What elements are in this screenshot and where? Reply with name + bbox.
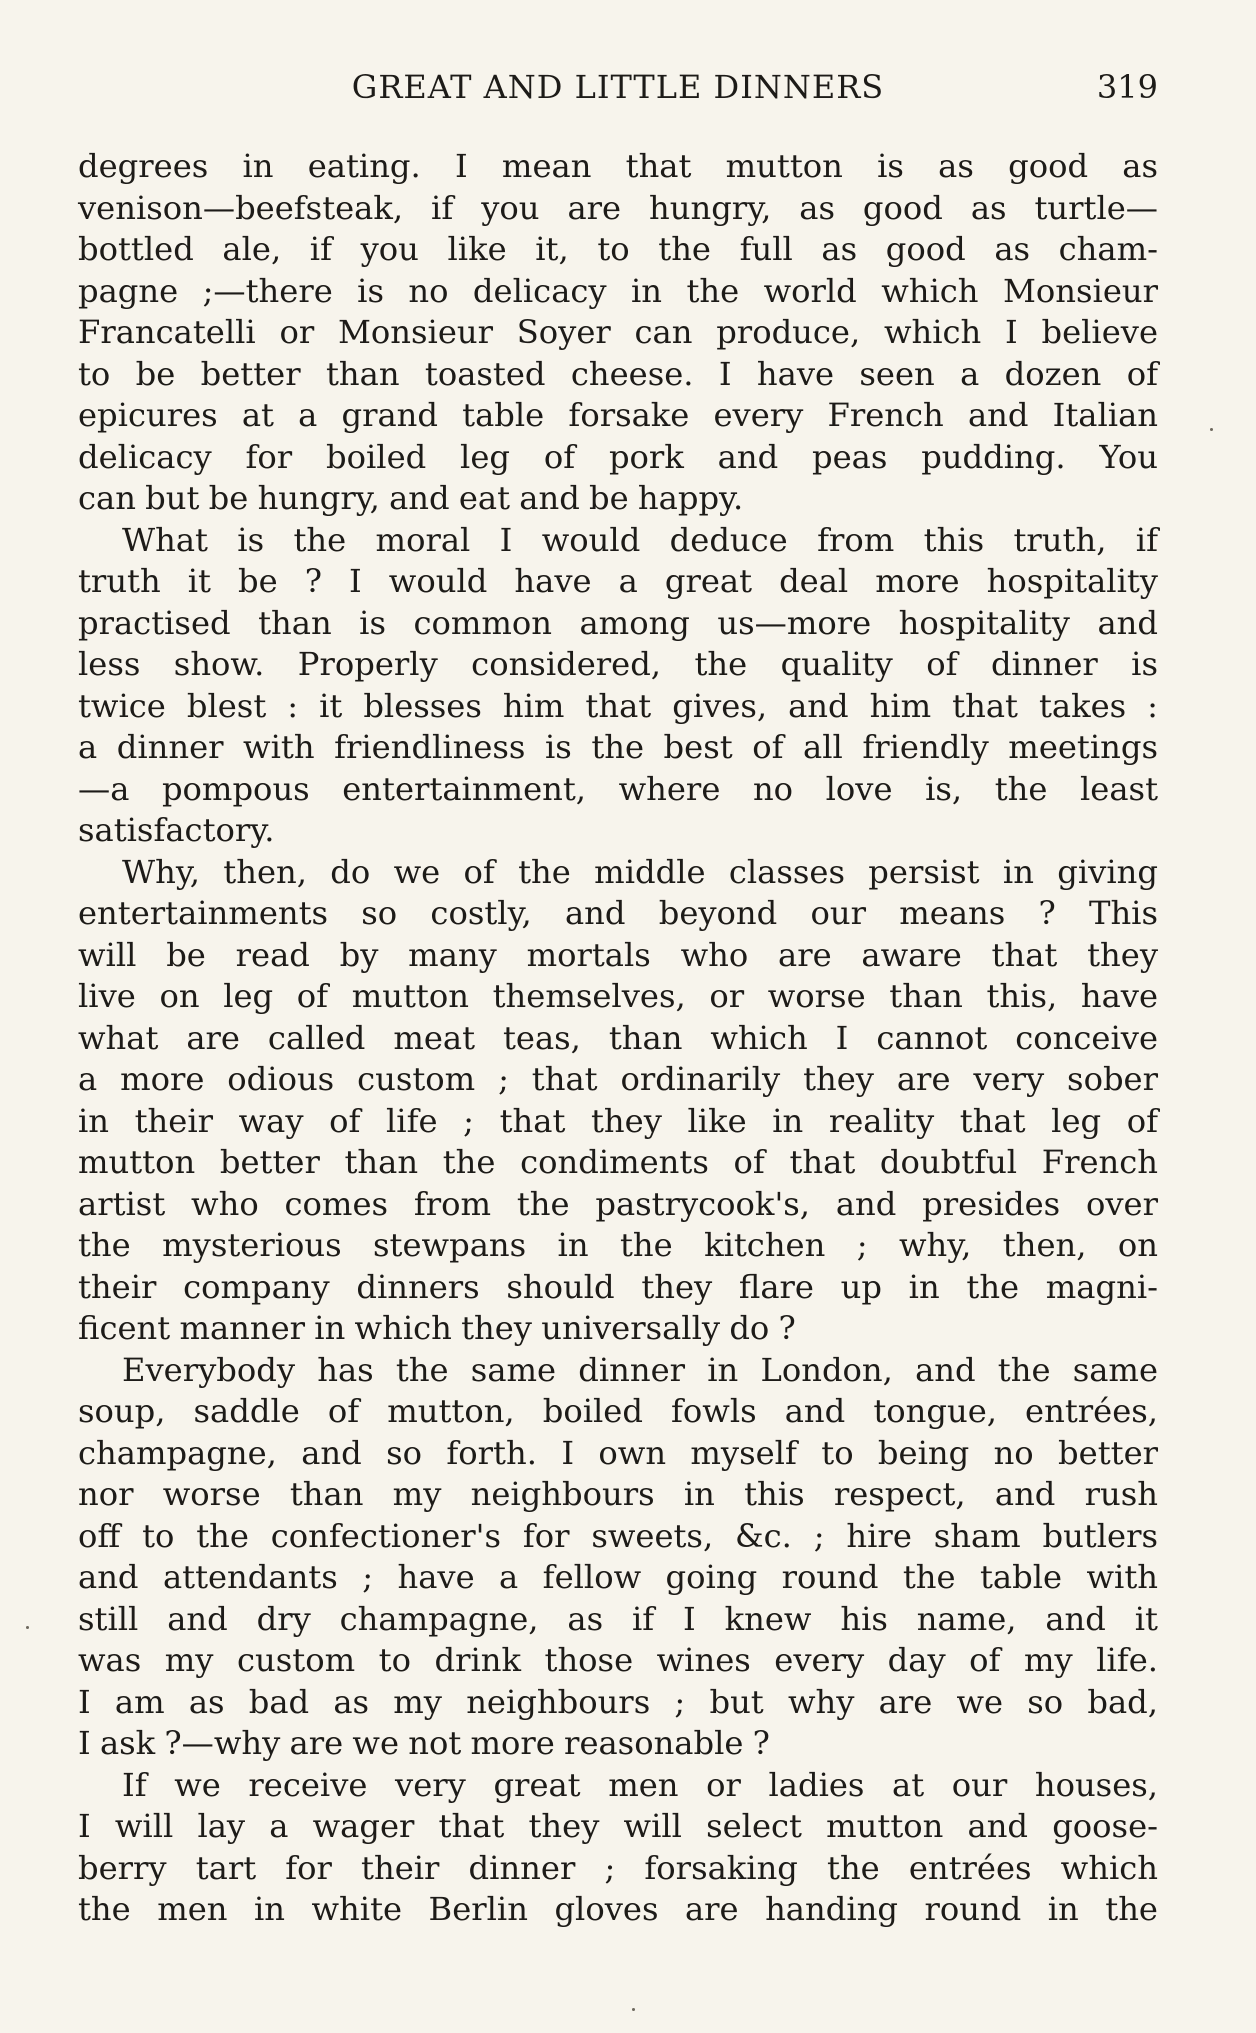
text-line: Why, then, do we of the middle classes persist in giving (122, 852, 1158, 891)
paper-speck (26, 1626, 29, 1629)
page-header (78, 62, 1158, 112)
text-line: pagne ;—there is no delicacy in the world which Monsieur (78, 271, 1158, 310)
text-line: berry tart for their dinner ; forsaking the entrées which (78, 1848, 1158, 1887)
page-number: 319 (1096, 68, 1158, 106)
text-line: what are called meat teas, than which I cannot conceive (78, 1018, 1158, 1057)
text-line: ficent manner in which they universally do ? (78, 1309, 796, 1347)
text-line: venison—beefsteak, if you are hungry, as good as turtle— (78, 188, 1158, 227)
text-line: off to the confectioner's for sweets, &c. ; hire sham butlers (78, 1516, 1158, 1555)
text-line: soup, saddle of mutton, boiled fowls and tongue, entrées, (78, 1392, 1158, 1430)
text-line: satisfactory. (78, 811, 275, 849)
text-line: truth it be ? I would have a great deal more hospitality (78, 562, 1158, 600)
text-line: entertainments so costly, and beyond our means ? This (78, 894, 1158, 932)
text-line: can but be hungry, and eat and be happy. (78, 479, 744, 517)
body-text (78, 146, 1158, 1931)
text-line: Everybody has the same dinner in London, and the same (122, 1350, 1158, 1389)
text-line: the men in white Berlin gloves are handing round in the (78, 1890, 1158, 1928)
text-line: in their way of life ; that they like in reality that leg of (78, 1101, 1158, 1140)
text-line: delicacy for boiled leg of pork and peas pudding. You (78, 437, 1158, 476)
text-line: If we receive very great men or ladies at our houses, (122, 1765, 1158, 1804)
text-line: Francatelli or Monsieur Soyer can produce, which I believe (78, 313, 1158, 351)
text-line: a dinner with friendliness is the best of all friendly meetings (78, 728, 1158, 766)
text-line: nor worse than my neighbours in this respect, and rush (78, 1475, 1158, 1513)
paper-speck (632, 2008, 635, 2011)
text-line: the mysterious stewpans in the kitchen ; why, then, on (78, 1226, 1158, 1264)
text-line: will be read by many mortals who are aware that they (78, 935, 1158, 974)
text-line: still and dry champagne, as if I knew his name, and it (78, 1599, 1158, 1638)
text-line: mutton better than the condiments of that doubtful French (78, 1143, 1158, 1181)
text-line: was my custom to drink those wines every day of my life. (78, 1641, 1158, 1679)
text-line: to be better than toasted cheese. I have seen a dozen of (78, 354, 1158, 393)
text-line: live on leg of mutton themselves, or worse than this, have (78, 977, 1158, 1015)
text-line: I will lay a wager that they will select mutton and goose- (78, 1807, 1158, 1845)
text-line: bottled ale, if you like it, to the full as good as cham- (78, 230, 1158, 268)
text-line: their company dinners should they flare up in the magni- (78, 1267, 1158, 1306)
text-line: and attendants ; have a fellow going round the table with (78, 1558, 1158, 1596)
text-line: I ask ?—why are we not more reasonable ? (78, 1724, 770, 1762)
text-line: epicures at a grand table forsake every French and Italian (78, 396, 1158, 434)
text-line: What is the moral I would deduce from this truth, if (122, 520, 1158, 559)
text-line: I am as bad as my neighbours ; but why are we so bad, (78, 1682, 1158, 1721)
paper-speck (1210, 428, 1213, 431)
text-line: less show. Properly considered, the quality of dinner is (78, 645, 1158, 683)
running-title: GREAT AND LITTLE DINNERS (351, 68, 885, 106)
text-line: practised than is common among us—more hospitality and (78, 603, 1158, 642)
text-line: artist who comes from the pastrycook's, and presides over (78, 1184, 1158, 1223)
text-line: champagne, and so forth. I own myself to being no better (78, 1433, 1158, 1472)
text-line: —a pompous entertainment, where no love is, the least (78, 769, 1158, 808)
text-line: degrees in eating. I mean that mutton is as good as (78, 147, 1158, 185)
text-line: twice blest : it blesses him that gives, and him that takes : (78, 686, 1158, 725)
text-line: a more odious custom ; that ordinarily they are very sober (78, 1060, 1158, 1098)
